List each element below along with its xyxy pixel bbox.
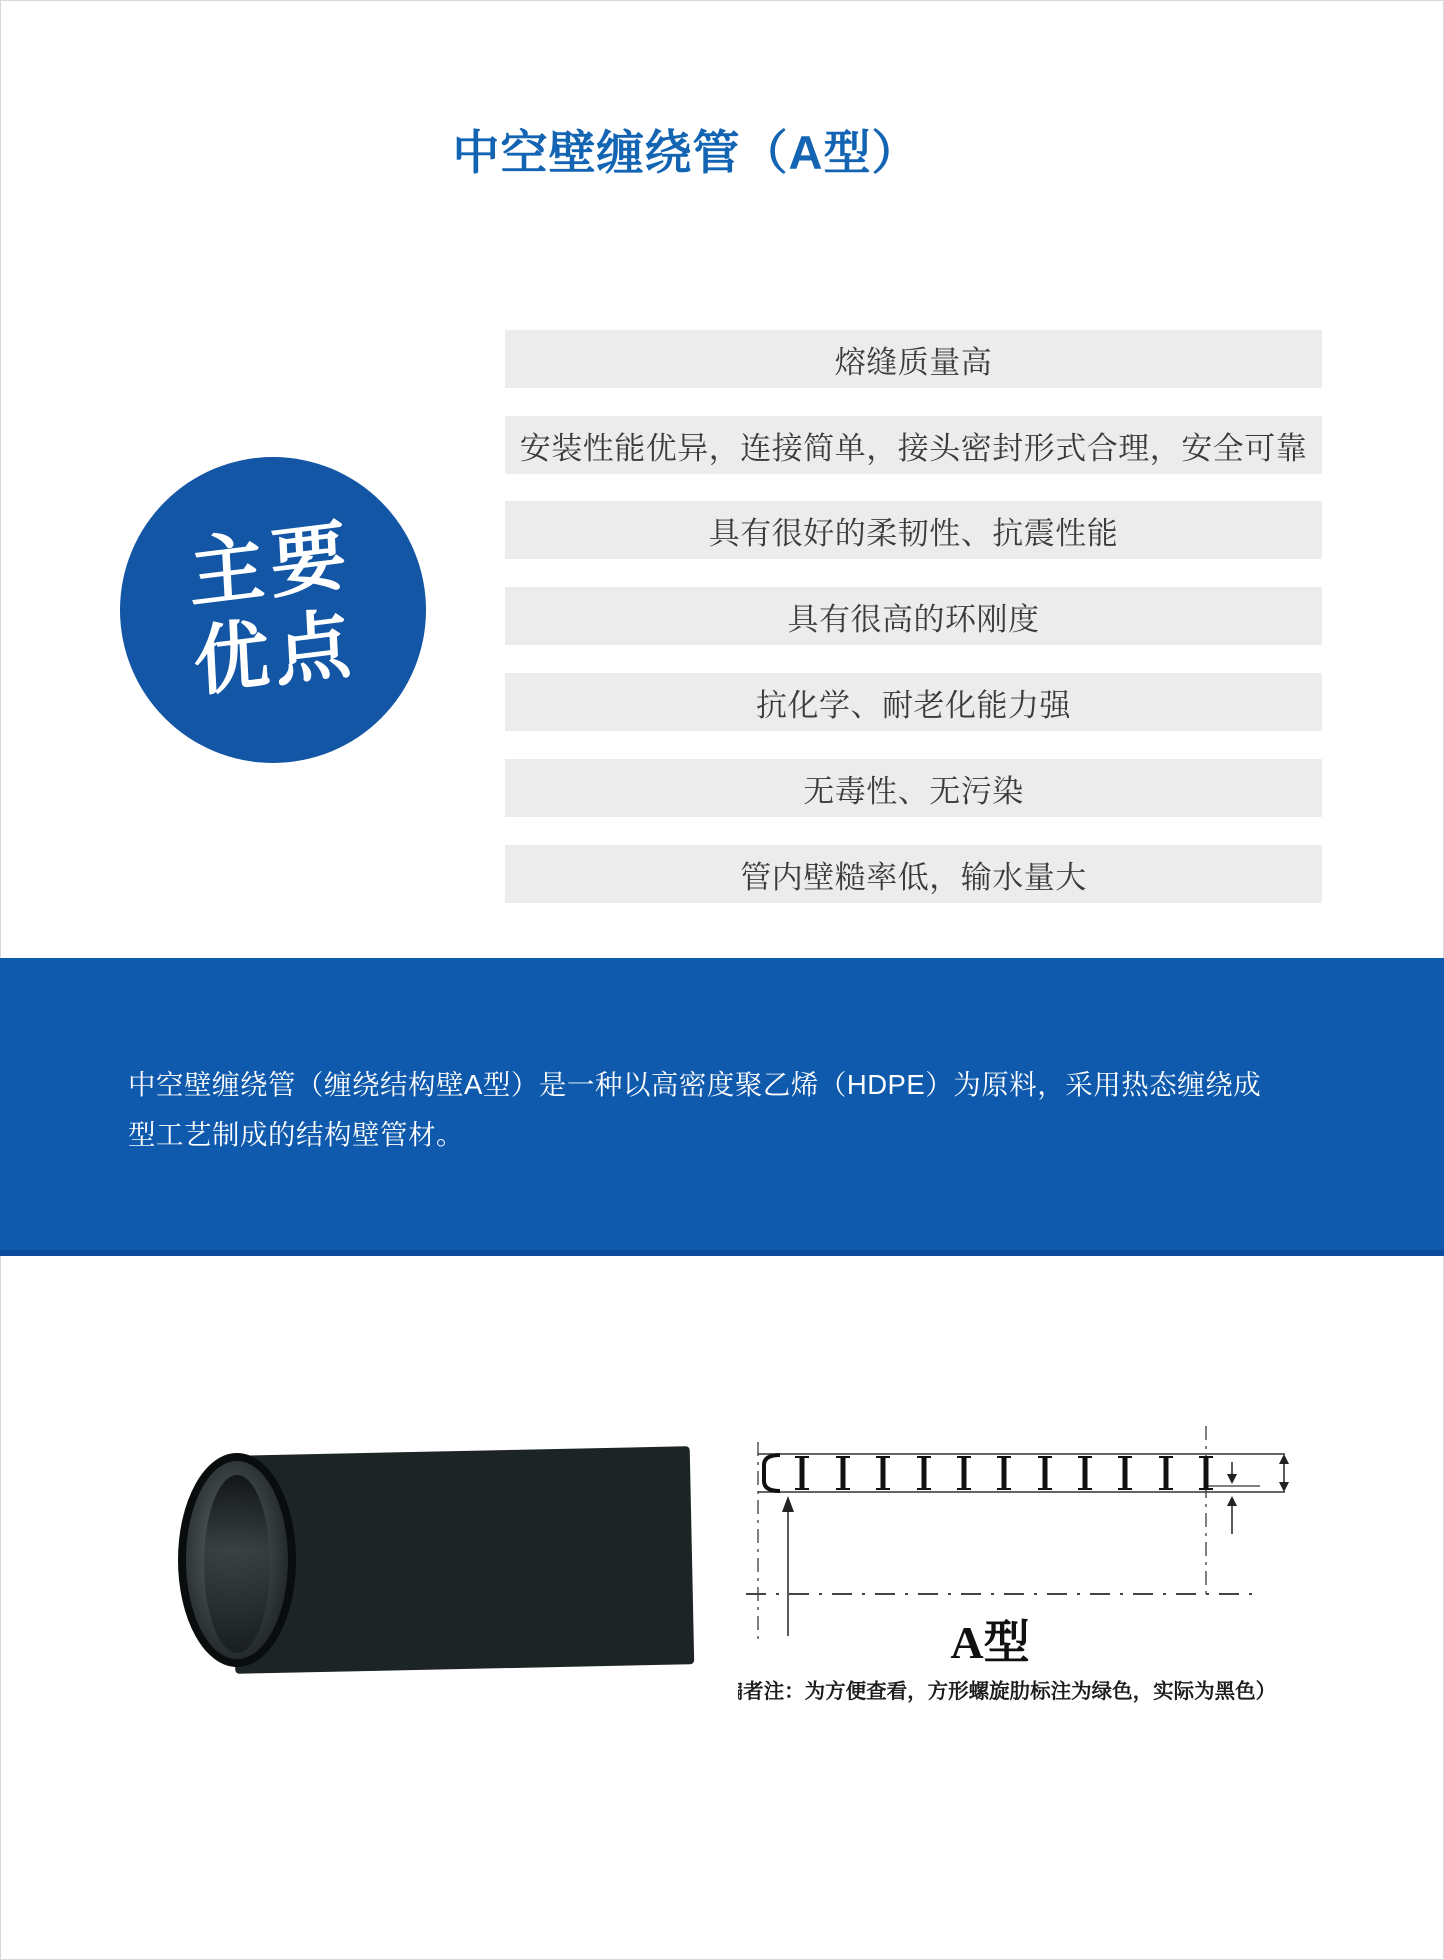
advantage-item: 熔缝质量高 [505, 330, 1322, 388]
description-text [128, 1060, 1261, 1160]
badge-line-1: 主要 [187, 512, 355, 618]
diagram-svg [738, 1412, 1308, 1714]
description-line-2: 型工艺制成的结构壁管材。 [128, 1119, 464, 1150]
pipe-wall-diagram [738, 1412, 1308, 1714]
radius-arrow-head [782, 1496, 794, 1512]
badge-text [187, 512, 359, 708]
advantage-item: 具有很好的柔韧性、抗震性能 [505, 501, 1322, 559]
badge-line-2: 优点 [191, 601, 359, 707]
diagram-caption: (编者注：为方便查看，方形螺旋肋标注为绿色，实际为黑色） [738, 1681, 1277, 1703]
advantage-item: 无毒性、无污染 [505, 759, 1322, 817]
height-arrow-top-head [1279, 1454, 1289, 1464]
advantage-item: 具有很高的环刚度 [505, 587, 1322, 645]
advantage-item: 管内壁糙率低，输水量大 [505, 845, 1322, 903]
pipe-mouth [178, 1453, 296, 1667]
corrugated-pipe-photo [178, 1450, 692, 1672]
pipe-bore [204, 1475, 270, 1653]
advantage-item: 安装性能优异，连接简单，接头密封形式合理，安全可靠 [505, 416, 1322, 474]
diagram-type-label: A型 [950, 1617, 1030, 1668]
description-line-1: 中空壁缠绕管（缠绕结构壁A型）是一种以高密度聚乙烯（HDPE）为原料，采用热态缠绕成 [128, 1069, 1262, 1100]
height-arrow-bottom-head [1279, 1482, 1289, 1492]
description-band [0, 958, 1444, 1256]
thickness-up-arrow-head [1227, 1496, 1237, 1506]
pipe-body [231, 1446, 694, 1674]
wall-left-bracket [764, 1455, 780, 1491]
rib-verticals [802, 1457, 1206, 1489]
thickness-down-arrow-head [1227, 1474, 1237, 1484]
page-title: 中空壁缠绕管（A型） [452, 126, 920, 179]
advantage-item: 抗化学、耐老化能力强 [505, 673, 1322, 731]
main-advantages-badge [120, 457, 426, 763]
